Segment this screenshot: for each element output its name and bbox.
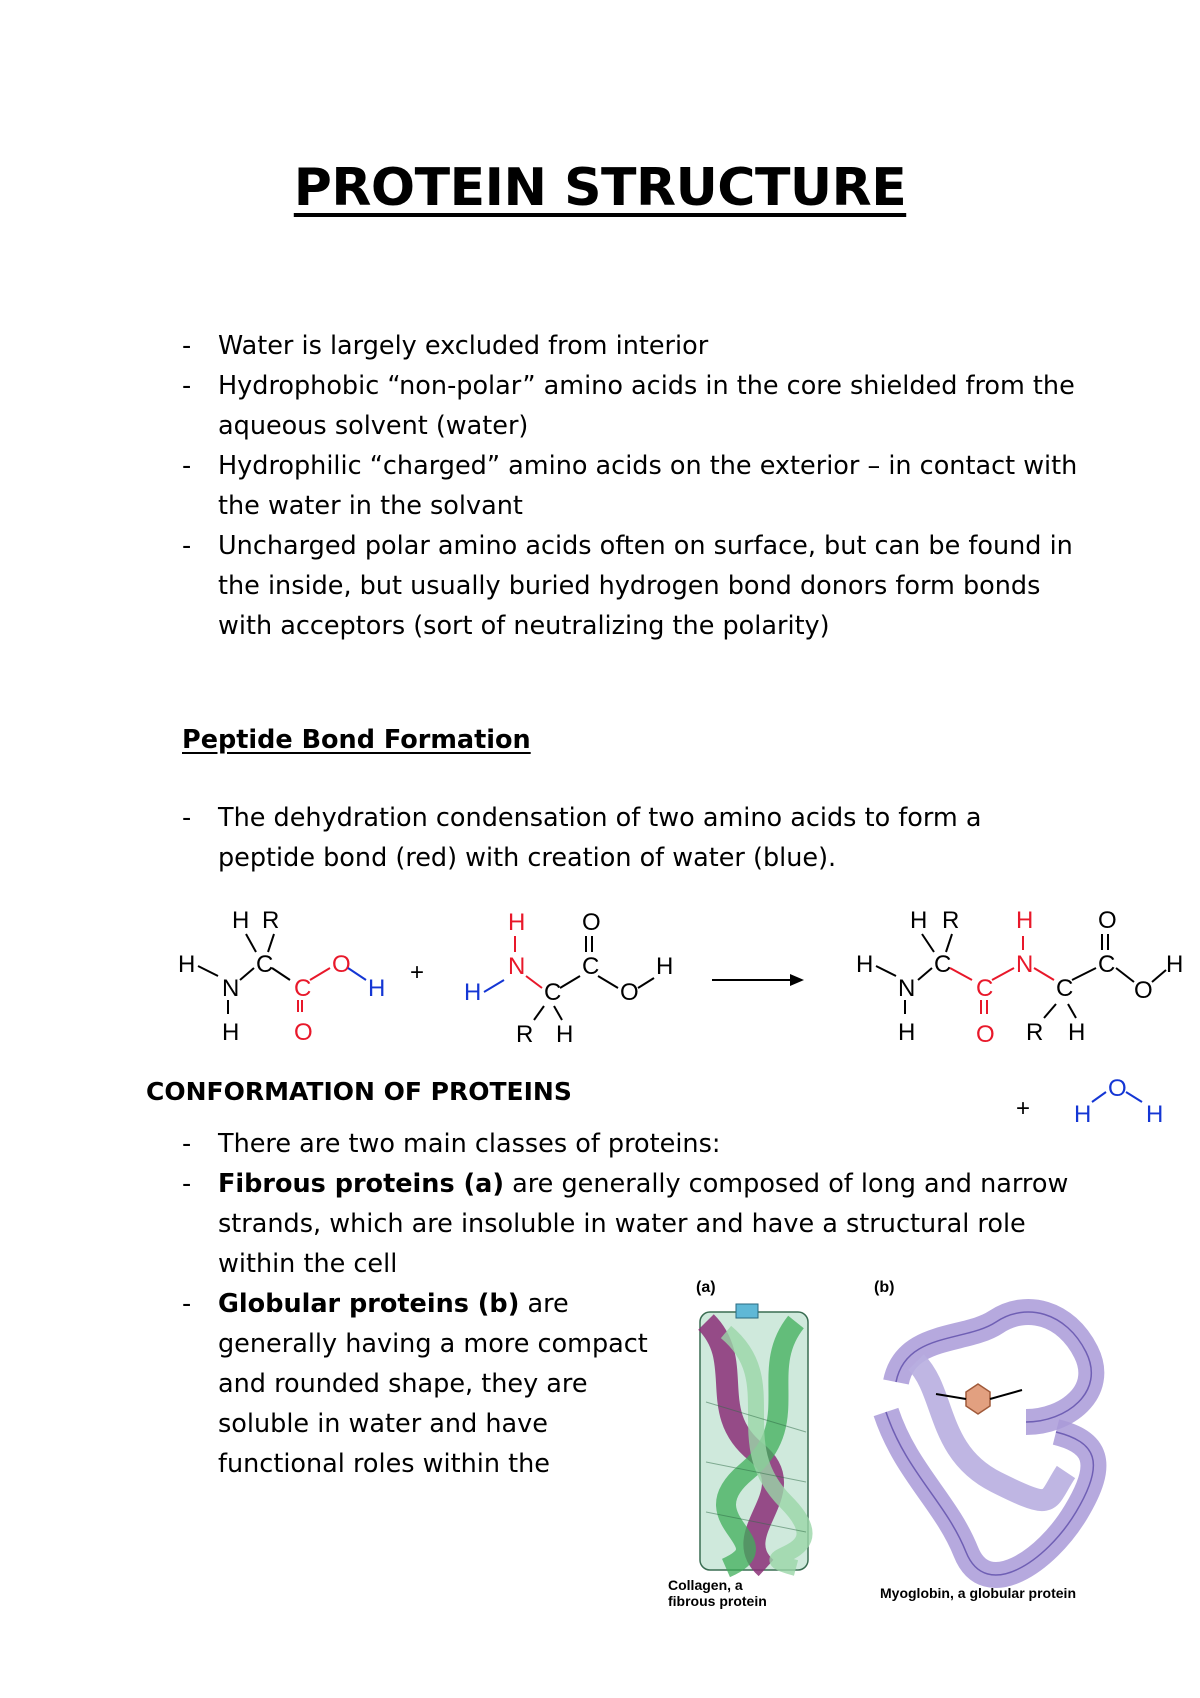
atom-label: O xyxy=(1134,977,1153,1004)
atom-label: C xyxy=(294,975,312,1002)
atom-label: R xyxy=(262,907,280,934)
atom-label: O xyxy=(620,979,639,1006)
atom-label: C xyxy=(934,951,952,978)
atom-label: H xyxy=(910,907,928,934)
atom-label: H xyxy=(556,1021,574,1048)
globular-description: are generally having a more compact and rounded shape, they are soluble in water and have functional roles within the xyxy=(218,1289,648,1479)
list-item: - There are two main classes of proteins: xyxy=(182,1124,1082,1164)
caption-a-line2: fibrous protein xyxy=(668,1593,767,1609)
collagen-illustration xyxy=(700,1304,808,1570)
fibrous-description: are generally composed of long and narrow strands, which are insoluble in water and have a structural role within the cell xyxy=(218,1169,1069,1279)
atom-label: H xyxy=(178,951,196,978)
list-item: - Water is largely excluded from interior xyxy=(182,326,1082,366)
atom-label: H xyxy=(464,979,482,1006)
atom-label: O xyxy=(332,951,351,978)
atom-label: C xyxy=(582,953,600,980)
atom-label: N xyxy=(508,953,526,980)
caption-b: Myoglobin, a globular protein xyxy=(880,1585,1076,1601)
atom-label: H xyxy=(222,1019,240,1046)
figure-label-a: (a) xyxy=(696,1279,716,1296)
globular-term: Globular proteins (b) xyxy=(218,1289,520,1319)
list-item xyxy=(182,1164,1082,1284)
figure-label-b: (b) xyxy=(874,1279,895,1296)
atom-label: H xyxy=(1016,907,1034,934)
plus-sign: + xyxy=(1016,1095,1031,1122)
atom-label: O xyxy=(1108,1075,1127,1102)
list-item: - Uncharged polar amino acids often on surface, but can be found in the inside, but usually buried hydrogen bond donors form bonds with acceptors (sort of neutralizing the polarity) xyxy=(182,526,1082,646)
atom-label: H xyxy=(508,909,526,936)
page-title: PROTEIN STRUCTURE xyxy=(293,158,907,218)
atom-label: R xyxy=(1026,1019,1044,1046)
list-item: - Hydrophobic “non-polar” amino acids in the core shielded from the aqueous solvent (water) xyxy=(182,366,1082,446)
atom-label: C xyxy=(1098,951,1116,978)
atom-label: N xyxy=(1016,951,1034,978)
atom-label: H xyxy=(1146,1101,1164,1128)
atom-label: O xyxy=(294,1019,313,1046)
peptide-heading: Peptide Bond Formation xyxy=(182,725,531,755)
atom-label: H xyxy=(1068,1019,1086,1046)
intro-bullet-list xyxy=(182,326,1082,646)
atom-label: H xyxy=(856,951,874,978)
atom-label: R xyxy=(942,907,960,934)
atom-label: H xyxy=(898,1019,916,1046)
atom-label: H xyxy=(1074,1101,1092,1128)
peptide-bullet-list xyxy=(182,798,1082,878)
atom-label: C xyxy=(1056,975,1074,1002)
atom-label: H xyxy=(1166,951,1184,978)
atom-label: C xyxy=(256,951,274,978)
atom-label: R xyxy=(516,1021,534,1048)
protein-figure xyxy=(666,1272,1130,1612)
caption-a-line1: Collagen, a xyxy=(668,1577,743,1593)
atom-label: H xyxy=(656,953,674,980)
globular-bullet-list xyxy=(182,1284,652,1484)
fibrous-term: Fibrous proteins (a) xyxy=(218,1169,505,1199)
atom-label: H xyxy=(368,975,386,1002)
conformation-bullet-list xyxy=(182,1124,1082,1284)
atom-label: H xyxy=(232,907,250,934)
list-item: - The dehydration condensation of two amino acids to form a peptide bond (red) with creation of water (blue). xyxy=(182,798,1082,878)
atom-label: C xyxy=(544,979,562,1006)
list-item: - Hydrophilic “charged” amino acids on the exterior – in contact with the water in the solvant xyxy=(182,446,1082,526)
plus-sign: + xyxy=(410,959,425,986)
atom-label: O xyxy=(976,1021,995,1048)
atom-label: O xyxy=(1098,907,1117,934)
atom-label: O xyxy=(582,909,601,936)
list-item xyxy=(182,1284,652,1484)
atom-label: N xyxy=(898,975,916,1002)
conformation-heading: CONFORMATION OF PROTEINS xyxy=(146,1077,572,1106)
atom-label: N xyxy=(222,975,240,1002)
atom-label: C xyxy=(976,975,994,1002)
